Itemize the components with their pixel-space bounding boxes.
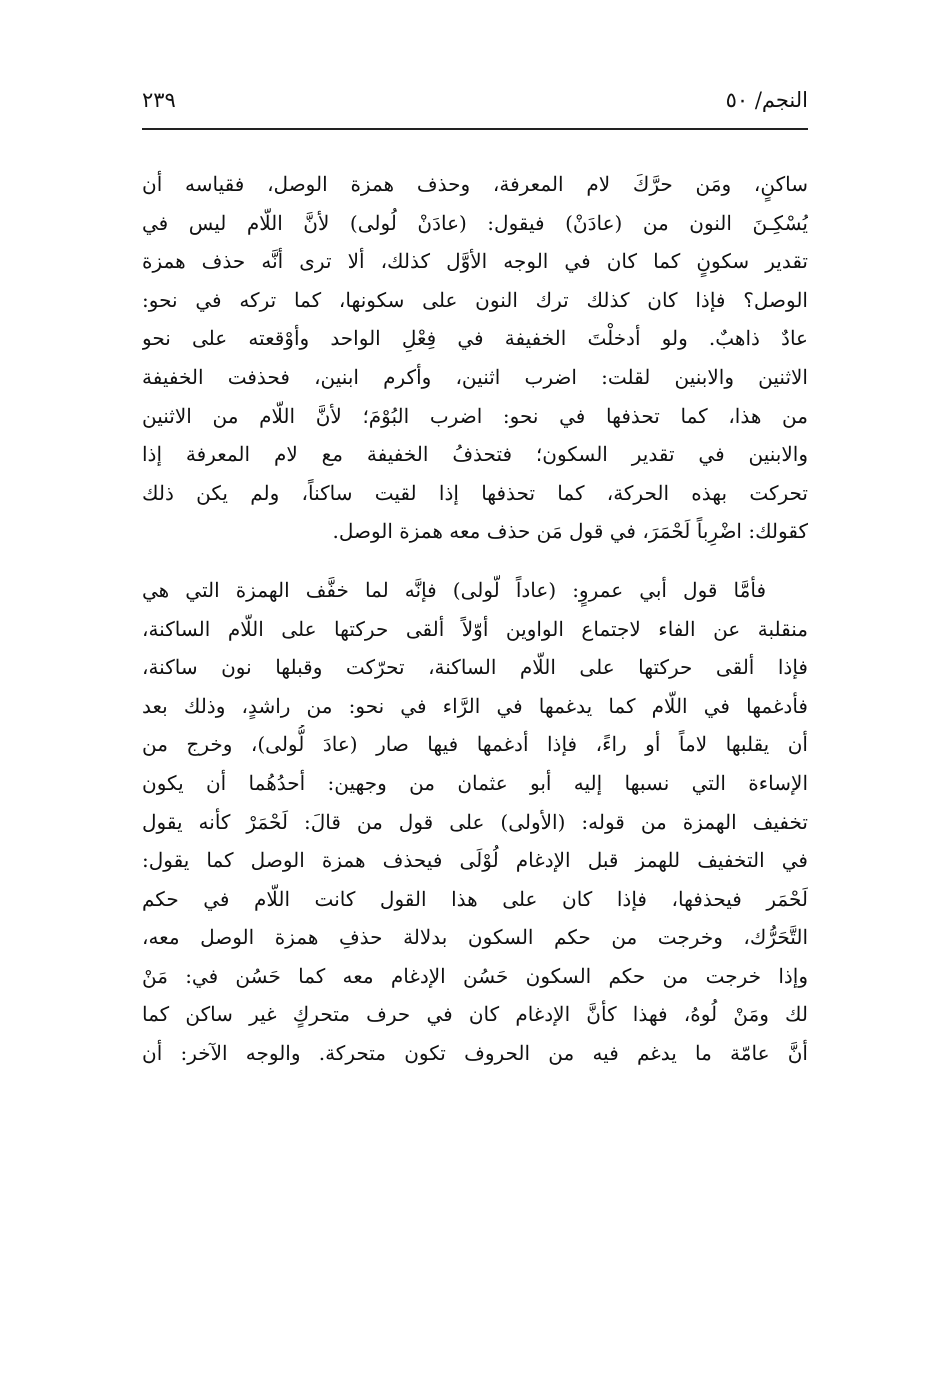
text-line: فأمَّا قول أبي عمروٍ: (عاداً لّولى) فإنَّه لما خفَّف الهمزة التي هي: [142, 577, 766, 602]
text-line: في التخفيف للهمز قبل الإدغام لُوْلَى فيحذف همزة الوصل كما يقول:: [142, 848, 808, 873]
text-line: التَّحَرُّك، وخرجت من حكم السكون بدلالة حذفِ همزة الوصل معه،: [142, 925, 808, 950]
running-title: النجم/ ٥٠: [725, 88, 808, 112]
text-line: تخفيف الهمزة من قوله: (الأولى) على قول من قالَ: لَحْمَرْ كأنه يقول: [142, 809, 808, 834]
text-line: والابنين في تقدير السكون؛ فتحذفُ الخفيفة مع لام المعرفة إذا: [142, 442, 808, 467]
text-line: ساكنٍ، ومَن حرَّكَ لام المعرفة، وحذف همزة الوصل، فقياسه أن: [142, 172, 808, 196]
text-line: الاثنين والابنين لقلت: اضرب اثنين، وأكرم ابنين، فحذفت الخفيفة: [142, 364, 808, 389]
text-line: الوصل؟ فإذا كان كذلك ترك النون على سكونها، كما تركه في نحو:: [142, 287, 808, 312]
text-line: تحركت بهذه الحركة، كما تحذفها إذا لقيت ساكناً، ولم يكن ذلك: [142, 480, 808, 505]
paragraph-2: [142, 571, 808, 1073]
main-text: [142, 165, 808, 1073]
page-number: ٢٣٩: [142, 88, 176, 112]
text-line: فأدغمها في اللّام كما يدغمها في الرَّاء في نحو: من راشدٍ، وذلك بعد: [142, 693, 808, 718]
text-line: أنَّ عامّة ما يدغم فيه من الحروف تكون متحركة. والوجه الآخر: أن: [142, 1041, 808, 1066]
text-line: من هذا، كما تحذفها في نحو: اضرب البُوْمَ؛ لأنَّ اللّام من الاثنين: [142, 403, 808, 428]
header-rule: [142, 128, 808, 130]
text-line: الإساءة التي نسبها إليه أبو عثمان من وجهين: أحدُهُما أن يكون: [142, 770, 808, 795]
text-line: عادٌ ذاهبٌ. ولو أدخلْتَ الخفيفة في فِعْلِ الواحد وأوْقعته على نحو: [142, 326, 808, 351]
text-line: منقلبة عن الفاء لاجتماع الواوين أوّلاً ألقى حركتها على اللّام الساكنة،: [142, 616, 808, 641]
paragraph-1: [142, 165, 808, 551]
text-line: أن يقلبها لاماً أو راءً، فإذا أدغمها فيها صار (عادَ لُّولى)، وخرج من: [142, 732, 808, 757]
page-header: [142, 82, 808, 122]
text-line: فإذا ألقى حركتها على اللّام الساكنة، تحرّكت وقبلها نون ساكنة،: [142, 655, 808, 680]
text-line: كقولك: اضْرِباً لَحْمَرَ، في قول مَن حذف معه همزة الوصل.: [332, 519, 808, 544]
text-line: يُسْكِـنَ النون من (عادَنْ) فيقول: (عادَنْ لُولى) لأنَّ اللّام ليس في: [142, 210, 808, 235]
text-line: وإذا خرجت من حكم السكون حَسُن الإدغام معه كما حَسُن في: مَنْ: [142, 963, 808, 988]
text-line: لَحْمَر فيحذفها، فإذا كان على هذا القول كانت اللّام في حكم: [142, 886, 808, 911]
text-line: تقدير سكونٍ كما كان في الوجه الأوَّل كذلك، ألا ترى أنَّه حذف همزة: [142, 249, 808, 274]
text-line: لك ومَنْ لُوهُ، فهذا كأنَّ الإدغام كان في حرف متحركٍ غير ساكن كما: [142, 1002, 808, 1027]
